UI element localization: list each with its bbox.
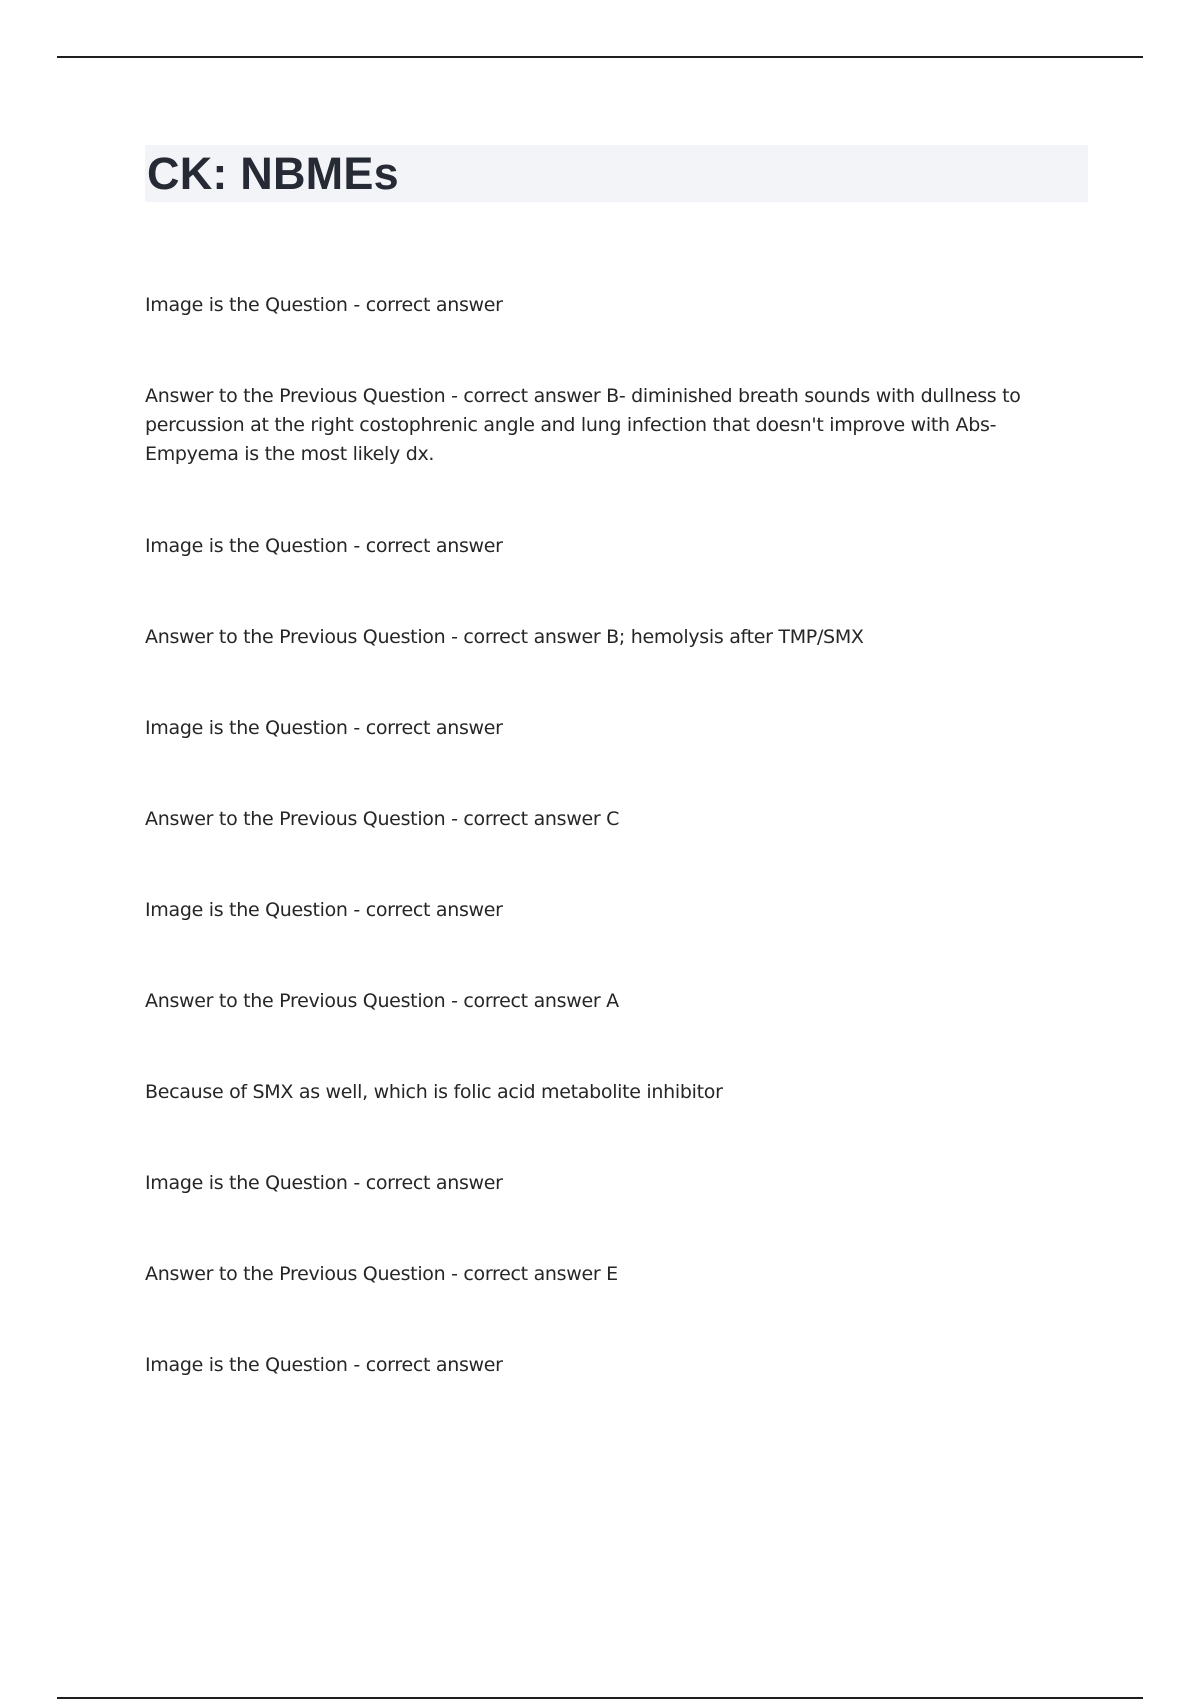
entry-10: Image is the Question - correct answer (145, 1172, 503, 1194)
title-banner (145, 145, 1088, 202)
header-rule (57, 56, 1143, 58)
entry-7: Image is the Question - correct answer (145, 899, 503, 921)
entry-2: Answer to the Previous Question - correct answer B- diminished breath sounds with dullness to percussion at the right costophrenic angle and lung infection that doesn't improve with Abs- Empyema is the most likely dx. (145, 385, 1021, 465)
entry-9: Because of SMX as well, which is folic acid metabolite inhibitor (145, 1081, 723, 1103)
page-title: CK: NBMEs (147, 148, 399, 199)
entry-4: Answer to the Previous Question - correct answer B; hemolysis after TMP/SMX (145, 626, 864, 648)
footer-rule (57, 1697, 1143, 1699)
entry-11: Answer to the Previous Question - correct answer E (145, 1263, 618, 1285)
entry-1: Image is the Question - correct answer (145, 294, 503, 316)
entry-3: Image is the Question - correct answer (145, 535, 503, 557)
entry-12: Image is the Question - correct answer (145, 1354, 503, 1376)
entry-5: Image is the Question - correct answer (145, 717, 503, 739)
entry-6: Answer to the Previous Question - correct answer C (145, 808, 620, 830)
entry-8: Answer to the Previous Question - correct answer A (145, 990, 619, 1012)
